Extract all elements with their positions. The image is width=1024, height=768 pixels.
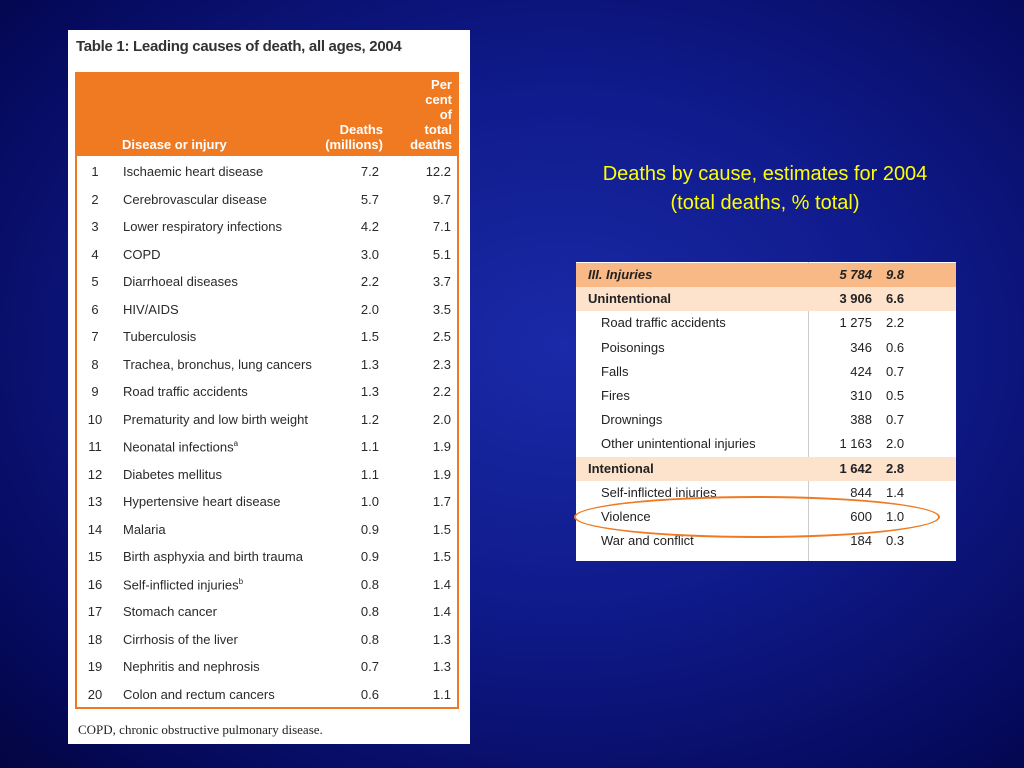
table-footnote: COPD, chronic obstructive pulmonary disease.	[78, 722, 323, 737]
table-row	[77, 243, 457, 271]
injury-deaths: 3 906	[839, 291, 872, 307]
row-percent: 2.2	[432, 384, 451, 399]
row-cause	[123, 412, 308, 427]
table-row	[77, 490, 457, 518]
injury-label: Violence	[601, 509, 651, 524]
table-row	[77, 380, 457, 408]
row-deaths: 3.0	[360, 246, 379, 262]
row-cause	[123, 274, 238, 289]
row-rank: 6	[91, 301, 99, 317]
row-rank: 16	[87, 576, 103, 592]
injury-percent: 9.8	[886, 267, 905, 282]
row-percent: 2.0	[432, 411, 451, 427]
table-row	[77, 683, 457, 711]
row-rank: 20	[87, 686, 103, 702]
injury-deaths: 1 642	[839, 460, 872, 476]
row-percent: 1.1	[432, 686, 451, 702]
row-deaths: 1.3	[360, 356, 379, 372]
table-row	[77, 545, 457, 573]
injury-percent: 0.7	[886, 363, 905, 379]
injury-row	[576, 287, 956, 311]
row-cause-text: Cirrhosis of the liver	[123, 631, 238, 647]
injury-deaths: 424	[850, 363, 872, 379]
row-cause	[123, 302, 179, 317]
row-cause	[123, 439, 238, 454]
table-row	[77, 463, 457, 491]
row-percent: 5.1	[432, 246, 451, 262]
heading-line1: Deaths by cause, estimates for 2004	[602, 163, 928, 185]
row-rank: 14	[87, 521, 103, 537]
row-percent: 1.4	[432, 576, 451, 592]
injury-label: Other unintentional injuries	[601, 436, 756, 452]
injury-label: Road traffic accidents	[601, 315, 726, 331]
row-deaths: 0.6	[360, 686, 379, 702]
table-row	[77, 270, 457, 298]
row-cause	[123, 604, 217, 619]
row-cause-text: COPD	[123, 246, 161, 262]
row-cause-text: Malaria	[123, 521, 166, 537]
row-cause-text: Birth asphyxia and birth trauma	[123, 549, 303, 564]
row-rank: 12	[87, 466, 103, 482]
injury-deaths: 310	[850, 388, 872, 403]
row-deaths: 0.8	[360, 604, 379, 619]
table-row	[77, 435, 457, 463]
row-cause-text: Hypertensive heart disease	[123, 494, 281, 509]
table-body	[77, 160, 457, 710]
row-cause	[123, 687, 275, 702]
row-deaths: 5.7	[360, 191, 379, 207]
table-row	[77, 573, 457, 601]
row-cause-text: Self-inflicted injuries	[123, 576, 239, 592]
row-deaths: 2.0	[360, 301, 379, 317]
row-percent: 1.4	[432, 604, 451, 619]
injury-deaths: 5 784	[839, 267, 872, 282]
header-pct-line2: of	[439, 107, 452, 122]
row-rank: 17	[87, 604, 103, 619]
heading-line2: (total deaths, % total)	[670, 192, 860, 214]
injury-label: War and conflict	[601, 533, 694, 549]
row-cause	[123, 247, 161, 262]
row-deaths: 2.2	[360, 274, 379, 289]
row-cause	[123, 467, 222, 482]
row-percent: 1.3	[432, 659, 451, 674]
row-percent: 3.5	[432, 301, 451, 317]
injury-label: Falls	[601, 363, 629, 379]
row-cause-text: Cerebrovascular disease	[123, 191, 267, 207]
row-cause-text: Stomach cancer	[123, 604, 217, 619]
row-rank: 15	[87, 549, 103, 564]
injury-deaths: 844	[850, 484, 872, 500]
row-percent: 7.1	[432, 219, 451, 234]
injury-label: Unintentional	[588, 291, 672, 307]
row-percent: 1.9	[432, 466, 451, 482]
row-percent: 2.3	[432, 356, 451, 372]
row-rank: 5	[91, 274, 99, 289]
row-rank: 7	[91, 329, 99, 344]
row-cause-text: Tuberculosis	[123, 329, 197, 344]
injury-label: III. Injuries	[588, 267, 653, 282]
row-percent: 3.7	[432, 274, 451, 289]
injury-percent: 0.3	[886, 533, 905, 549]
injury-row	[576, 408, 956, 432]
table-row	[77, 188, 457, 216]
row-deaths: 4.2	[360, 219, 379, 234]
injury-deaths: 600	[850, 509, 872, 524]
injury-deaths: 1 163	[839, 436, 872, 452]
table-title: Table 1: Leading causes of death, all ages, 2004	[76, 38, 402, 55]
footnote-marker: a	[233, 439, 239, 448]
row-deaths: 1.3	[360, 384, 379, 399]
row-cause	[123, 219, 282, 234]
injury-label: Poisonings	[601, 339, 665, 355]
row-rank: 9	[91, 384, 99, 399]
row-deaths: 7.2	[360, 164, 379, 179]
row-cause	[123, 522, 166, 537]
table-row	[77, 298, 457, 326]
header-percent	[405, 77, 452, 152]
table-row	[77, 325, 457, 353]
row-cause	[123, 192, 267, 207]
injury-row	[576, 311, 956, 335]
row-cause-text: Road traffic accidents	[123, 384, 248, 399]
row-percent: 2.5	[432, 329, 451, 344]
header-pct-line4: deaths	[410, 137, 452, 152]
row-cause	[123, 164, 263, 179]
row-deaths: 0.8	[360, 576, 379, 592]
row-deaths: 1.2	[360, 411, 379, 427]
injury-label: Intentional	[588, 460, 654, 476]
row-percent: 1.5	[432, 521, 451, 537]
injury-percent: 2.0	[886, 436, 905, 452]
row-rank: 13	[87, 494, 103, 509]
row-deaths: 0.8	[360, 631, 379, 647]
row-cause-text: Trachea, bronchus, lung cancers	[123, 356, 312, 372]
row-cause	[123, 659, 260, 674]
injury-deaths: 388	[850, 412, 872, 428]
injury-percent: 2.2	[886, 315, 905, 331]
row-cause-text: HIV/AIDS	[123, 301, 179, 317]
row-cause-text: Diarrhoeal diseases	[123, 274, 238, 289]
row-percent: 1.3	[432, 631, 451, 647]
row-cause-text: Diabetes mellitus	[123, 466, 222, 482]
header-pct-line1: Per cent	[425, 77, 452, 107]
table-row	[77, 160, 457, 188]
header-deaths-line2: (millions)	[325, 137, 383, 152]
header-deaths-line1: Deaths	[339, 122, 383, 137]
row-cause-text: Nephritis and nephrosis	[123, 659, 260, 674]
row-cause-text: Prematurity and low birth weight	[123, 411, 308, 427]
injury-percent: 0.6	[886, 339, 905, 355]
row-percent: 12.2	[425, 164, 451, 179]
table-row	[77, 518, 457, 546]
injury-percent: 6.6	[886, 291, 905, 307]
row-percent: 1.7	[432, 494, 451, 509]
row-rank: 4	[91, 246, 99, 262]
row-rank: 3	[91, 219, 99, 234]
row-percent: 1.5	[432, 549, 451, 564]
row-cause	[123, 494, 281, 509]
row-rank: 19	[87, 659, 103, 674]
row-rank: 18	[87, 631, 103, 647]
table-row	[77, 353, 457, 381]
injury-row	[576, 336, 956, 360]
row-cause	[123, 357, 312, 372]
row-deaths: 1.5	[360, 329, 379, 344]
row-cause	[123, 577, 243, 592]
injury-row	[576, 384, 956, 408]
injury-percent: 0.5	[886, 388, 905, 403]
row-cause-text: Neonatal infections	[123, 439, 234, 455]
row-cause-text: Lower respiratory infections	[123, 219, 282, 234]
injury-percent: 0.7	[886, 412, 905, 428]
table-header	[77, 74, 457, 156]
table-row	[77, 600, 457, 628]
row-rank: 10	[87, 411, 103, 427]
row-cause	[123, 549, 303, 564]
header-pct-line3: total	[424, 122, 452, 137]
row-rank: 11	[88, 439, 102, 454]
slide-heading	[540, 160, 990, 218]
injury-deaths: 346	[850, 339, 872, 355]
row-rank: 2	[91, 191, 99, 207]
row-deaths: 0.9	[360, 521, 379, 537]
injury-deaths: 184	[850, 533, 872, 549]
row-cause	[123, 632, 238, 647]
injury-deaths: 1 275	[839, 315, 872, 331]
table-row	[77, 215, 457, 243]
row-deaths: 1.1	[360, 439, 379, 454]
row-cause	[123, 384, 248, 399]
injury-percent: 1.4	[886, 484, 905, 500]
table-row	[77, 655, 457, 683]
injury-percent: 1.0	[886, 509, 905, 524]
injury-label: Fires	[601, 388, 630, 403]
injury-row	[576, 263, 956, 287]
leading-causes-table	[68, 30, 470, 744]
row-cause-text: Colon and rectum cancers	[123, 686, 275, 702]
injury-label: Self-inflicted injuries	[601, 484, 717, 500]
row-percent: 9.7	[432, 191, 451, 207]
row-cause	[123, 329, 196, 344]
row-deaths: 1.1	[360, 466, 379, 482]
injury-percent: 2.8	[886, 460, 905, 476]
row-percent: 1.9	[432, 439, 451, 454]
row-cause-text: Ischaemic heart disease	[123, 164, 264, 179]
row-rank: 1	[91, 164, 99, 179]
table-row	[77, 408, 457, 436]
table-row	[77, 628, 457, 656]
row-rank: 8	[91, 356, 99, 372]
footnote-marker: b	[238, 576, 244, 586]
injury-row	[576, 432, 956, 456]
row-deaths: 1.0	[360, 494, 379, 509]
injury-row	[576, 360, 956, 384]
table-frame	[75, 72, 459, 709]
injury-row	[576, 457, 956, 481]
header-disease: Disease or injury	[122, 137, 227, 152]
row-deaths: 0.9	[360, 549, 379, 564]
injury-label: Drownings	[601, 412, 663, 428]
violence-highlight-ellipse	[574, 496, 940, 538]
header-deaths	[325, 122, 383, 152]
row-deaths: 0.7	[360, 659, 379, 674]
